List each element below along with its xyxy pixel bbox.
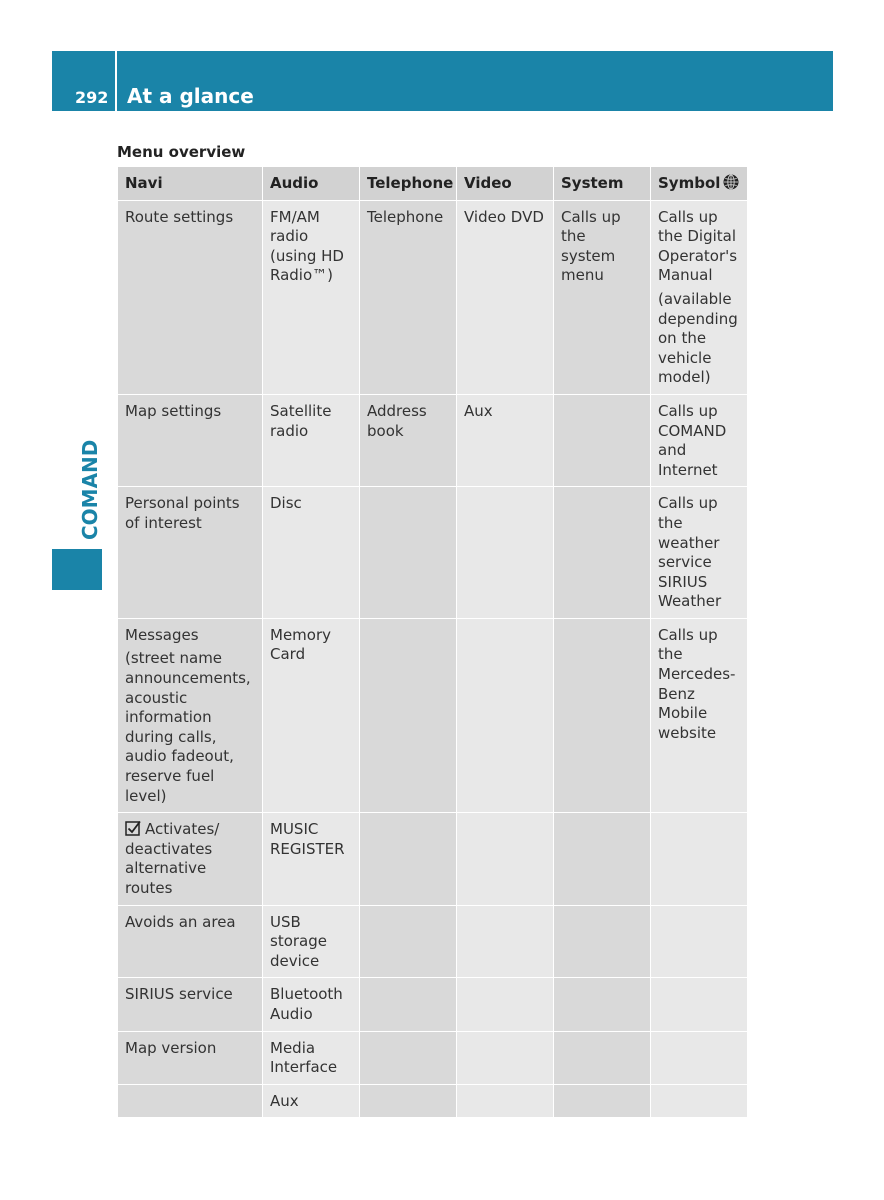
header-navi: Navi	[118, 167, 263, 201]
cell-video	[457, 618, 554, 812]
table-row	[118, 487, 748, 619]
table-row	[118, 618, 748, 812]
cell-telephone	[360, 978, 457, 1031]
cell-video	[457, 1084, 554, 1118]
cell-system: Calls up the system menu	[554, 200, 651, 394]
cell-telephone	[360, 813, 457, 905]
table-row	[118, 394, 748, 486]
cell-audio: USB storage device	[263, 905, 360, 978]
cell-audio: Aux	[263, 1084, 360, 1118]
cell-audio: Disc	[263, 487, 360, 619]
cell-navi: Activates/ deactivates alternative routes	[118, 813, 263, 905]
cell-navi: Messages (street name announcements, acoustic information during calls, audio fadeout, reserve fuel level)	[118, 618, 263, 812]
cell-symbol-note: (available depending on the vehicle model)	[658, 289, 738, 387]
cell-navi: SIRIUS service	[118, 978, 263, 1031]
cell-video	[457, 905, 554, 978]
cell-symbol	[651, 978, 748, 1031]
cell-system	[554, 978, 651, 1031]
page-title: At a glance	[127, 84, 254, 108]
checkbox-icon	[125, 820, 141, 836]
cell-telephone: Telephone	[360, 200, 457, 394]
cell-audio: FM/AM radio (using HD Radio™)	[263, 200, 360, 394]
cell-system	[554, 1031, 651, 1084]
cell-video	[457, 978, 554, 1031]
cell-system	[554, 813, 651, 905]
globe-icon	[723, 174, 739, 190]
cell-telephone	[360, 618, 457, 812]
table-header-row	[118, 167, 748, 201]
cell-audio: MUSIC REGISTER	[263, 813, 360, 905]
cell-navi: Avoids an area	[118, 905, 263, 978]
side-tab-label: COMAND	[78, 439, 102, 540]
cell-telephone: Address book	[360, 394, 457, 486]
table-row	[118, 200, 748, 394]
cell-telephone	[360, 1084, 457, 1118]
header-video: Video	[457, 167, 554, 201]
cell-video	[457, 487, 554, 619]
table-row	[118, 1031, 748, 1084]
cell-symbol: Calls up the Digital Operator's Manual (available depending on the vehicle model)	[651, 200, 748, 394]
header-symbol: Symbol	[651, 167, 748, 201]
cell-symbol	[651, 905, 748, 978]
cell-navi-note: (street name announcements, acoustic information during calls, audio fadeout, reserve fuel level)	[125, 649, 251, 805]
header-divider	[115, 51, 117, 111]
cell-audio: Media Interface	[263, 1031, 360, 1084]
cell-telephone	[360, 487, 457, 619]
cell-video: Video DVD	[457, 200, 554, 394]
cell-audio: Memory Card	[263, 618, 360, 812]
cell-navi: Map version	[118, 1031, 263, 1084]
cell-system	[554, 487, 651, 619]
cell-navi: Personal points of interest	[118, 487, 263, 619]
cell-symbol: Calls up the Mercedes-Benz Mobile website	[651, 618, 748, 812]
cell-video: Aux	[457, 394, 554, 486]
header-telephone: Telephone	[360, 167, 457, 201]
cell-system	[554, 618, 651, 812]
cell-navi: Map settings	[118, 394, 263, 486]
cell-video	[457, 813, 554, 905]
cell-audio: Bluetooth Audio	[263, 978, 360, 1031]
cell-symbol	[651, 1031, 748, 1084]
cell-system	[554, 1084, 651, 1118]
side-tab-marker	[52, 549, 102, 590]
table-row	[118, 905, 748, 978]
table-row	[118, 813, 748, 905]
cell-telephone	[360, 1031, 457, 1084]
cell-audio: Satellite radio	[263, 394, 360, 486]
cell-symbol	[651, 813, 748, 905]
cell-symbol	[651, 1084, 748, 1118]
page-number: 292	[75, 88, 109, 107]
cell-symbol: Calls up the weather service SIRIUS Weather	[651, 487, 748, 619]
cell-system	[554, 394, 651, 486]
table-row	[118, 1084, 748, 1118]
header-system: System	[554, 167, 651, 201]
cell-system	[554, 905, 651, 978]
cell-navi: Route settings	[118, 200, 263, 394]
table-row	[118, 978, 748, 1031]
cell-video	[457, 1031, 554, 1084]
header-audio: Audio	[263, 167, 360, 201]
cell-telephone	[360, 905, 457, 978]
cell-navi	[118, 1084, 263, 1118]
section-heading: Menu overview	[117, 143, 246, 161]
menu-overview-table	[117, 166, 748, 1118]
cell-symbol: Calls up COMAND and Internet	[651, 394, 748, 486]
